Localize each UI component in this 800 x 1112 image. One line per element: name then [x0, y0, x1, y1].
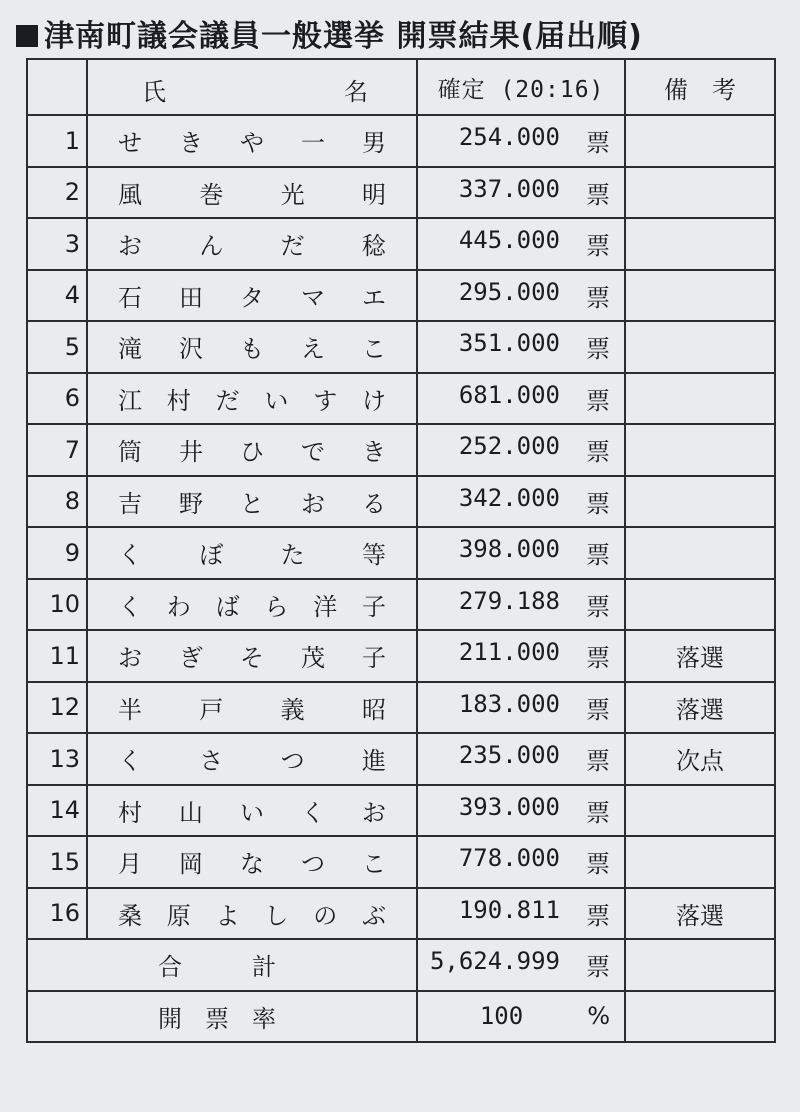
vote-unit: 票 [586, 644, 610, 673]
note-cell: 落選 [625, 630, 775, 682]
total-row [27, 939, 775, 991]
header-row [27, 59, 775, 115]
table-row [27, 321, 775, 373]
note-cell [625, 527, 775, 579]
candidate-name [88, 535, 416, 570]
candidate-name-char: 義 [280, 695, 305, 724]
rate-number: 100 [479, 1002, 524, 1031]
candidate-name-cell [87, 733, 417, 785]
vote-unit: 票 [586, 901, 610, 930]
vote-unit: 票 [586, 592, 610, 621]
header-name-cell [87, 59, 417, 115]
row-number: 14 [27, 785, 87, 837]
votes-value [418, 741, 624, 776]
row-number: 16 [27, 888, 87, 940]
candidate-name-char: お [301, 489, 325, 518]
vote-unit: 票 [586, 541, 610, 570]
note-cell [625, 167, 775, 219]
candidate-name-char: 江 [118, 386, 142, 415]
candidate-name-char: お [118, 232, 142, 261]
candidate-name-cell [87, 321, 417, 373]
row-number: 5 [27, 321, 87, 373]
candidate-name-cell [87, 682, 417, 734]
table-row [27, 579, 775, 631]
vote-count: 183.000 [458, 689, 560, 718]
candidate-name [88, 793, 416, 828]
rate-label-cell [27, 991, 417, 1043]
total-note-cell [625, 939, 775, 991]
candidate-name-char: た [280, 541, 305, 570]
candidate-name-cell [87, 476, 417, 528]
note-cell [625, 785, 775, 837]
candidate-name-char: 戸 [199, 695, 224, 724]
vote-count: 342.000 [458, 483, 560, 512]
page-title-text: 津南町議会議員一般選挙 開票結果(届出順) [44, 19, 643, 54]
table-row [27, 785, 775, 837]
candidate-name-char: お [362, 798, 386, 827]
page-title [16, 14, 643, 60]
rate-label-char: 票 [205, 1004, 229, 1033]
candidate-name-char: こ [362, 850, 386, 879]
votes-cell [417, 682, 625, 734]
candidate-name [88, 278, 416, 313]
candidate-name-char: き [362, 438, 386, 467]
candidate-name-char: ら [264, 592, 289, 621]
note-cell: 次点 [625, 733, 775, 785]
candidate-name-char: 茂 [301, 644, 325, 673]
candidate-name-char: 村 [166, 386, 191, 415]
rate-value-cell [417, 991, 625, 1043]
vote-unit: 票 [586, 386, 610, 415]
row-number: 12 [27, 682, 87, 734]
candidate-name-char: よ [215, 901, 240, 930]
vote-unit: 票 [586, 798, 610, 827]
candidate-name-char: ば [215, 592, 240, 621]
candidate-name-char: こ [362, 335, 386, 364]
candidate-name-char: す [313, 386, 338, 415]
candidate-name-char: き [179, 129, 203, 158]
vote-unit: 票 [586, 489, 610, 518]
candidate-name-cell [87, 424, 417, 476]
votes-cell [417, 579, 625, 631]
candidate-name-char: つ [301, 850, 325, 879]
votes-value [418, 175, 624, 210]
votes-value [418, 690, 624, 725]
rate-unit: % [587, 1002, 610, 1031]
candidate-name-char: 沢 [179, 335, 203, 364]
votes-cell [417, 115, 625, 167]
rate-label-char: 開 [158, 1004, 182, 1033]
row-number: 8 [27, 476, 87, 528]
candidate-name-char: 昭 [361, 695, 386, 724]
candidate-name [88, 123, 416, 158]
candidate-name [88, 432, 416, 467]
vote-count: 681.000 [458, 380, 560, 409]
votes-cell [417, 218, 625, 270]
candidate-name [88, 329, 416, 364]
row-number: 1 [27, 115, 87, 167]
votes-value [418, 278, 624, 313]
candidate-name-char: 石 [118, 283, 142, 312]
votes-value [418, 535, 624, 570]
vote-count: 398.000 [458, 535, 560, 564]
votes-value [418, 484, 624, 519]
note-cell [625, 836, 775, 888]
votes-cell [417, 167, 625, 219]
vote-count: 445.000 [458, 226, 560, 255]
candidate-name-char: 田 [179, 283, 203, 312]
votes-cell [417, 527, 625, 579]
table-row [27, 527, 775, 579]
candidate-name-char: だ [215, 386, 240, 415]
votes-cell [417, 476, 625, 528]
vote-count: 252.000 [458, 432, 560, 461]
candidate-name-char: 岡 [179, 850, 203, 879]
total-label [28, 947, 416, 982]
candidate-name-char: マ [301, 283, 325, 312]
candidate-name-char: く [118, 747, 142, 776]
candidate-name-char: わ [166, 592, 191, 621]
candidate-name-char: 一 [301, 129, 325, 158]
row-number: 3 [27, 218, 87, 270]
candidate-name-char: 子 [362, 644, 386, 673]
row-number: 10 [27, 579, 87, 631]
vote-count: 393.000 [458, 792, 560, 821]
candidate-name-char: や [240, 129, 264, 158]
candidate-name-char: 洋 [313, 592, 338, 621]
candidate-name [88, 638, 416, 673]
candidate-name-char: く [118, 592, 142, 621]
table-row [27, 888, 775, 940]
table-row [27, 373, 775, 425]
total-label-cell [27, 939, 417, 991]
candidate-name [88, 690, 416, 725]
candidate-name-cell [87, 373, 417, 425]
vote-unit: 票 [586, 695, 610, 724]
candidate-name-char: し [264, 901, 289, 930]
note-cell [625, 476, 775, 528]
row-number: 7 [27, 424, 87, 476]
note-cell [625, 424, 775, 476]
row-number: 15 [27, 836, 87, 888]
table-row [27, 682, 775, 734]
vote-count: 351.000 [458, 329, 560, 358]
votes-cell [417, 424, 625, 476]
candidate-name-char: ん [199, 232, 224, 261]
table-row [27, 218, 775, 270]
candidate-name-char: 吉 [118, 489, 142, 518]
candidate-name-char: ぎ [179, 644, 203, 673]
vote-unit: 票 [586, 129, 610, 158]
header-votes-cell: 確定 (20:16) [417, 59, 625, 115]
votes-cell [417, 836, 625, 888]
candidate-name-char: る [362, 489, 386, 518]
table-row [27, 167, 775, 219]
candidate-name-char: 桑 [118, 901, 142, 930]
header-name-left: 氏 [142, 78, 166, 106]
candidate-name-cell [87, 527, 417, 579]
header-no-cell [27, 59, 87, 115]
rate-label [28, 999, 416, 1034]
table-row [27, 424, 775, 476]
candidate-name-char: エ [362, 283, 386, 312]
votes-value [418, 432, 624, 467]
candidate-name-char: な [240, 850, 264, 879]
candidate-name-char: そ [240, 644, 264, 673]
votes-value [418, 329, 624, 364]
candidate-name-cell [87, 836, 417, 888]
candidate-name-char: も [240, 335, 264, 364]
candidate-name-cell [87, 270, 417, 322]
candidate-name-cell [87, 218, 417, 270]
votes-cell [417, 630, 625, 682]
note-cell [625, 270, 775, 322]
vote-count: 337.000 [458, 174, 560, 203]
candidate-name-char: つ [280, 747, 305, 776]
candidate-name-char: え [301, 335, 325, 364]
candidate-name-char: タ [240, 283, 264, 312]
votes-value [418, 123, 624, 158]
candidate-name [88, 844, 416, 879]
vote-count: 211.000 [458, 638, 560, 667]
table-row [27, 476, 775, 528]
candidate-name-cell [87, 167, 417, 219]
table-row [27, 270, 775, 322]
candidate-name-char: 男 [362, 129, 386, 158]
votes-value [418, 381, 624, 416]
candidate-name-char: い [264, 386, 289, 415]
note-cell [625, 115, 775, 167]
row-number: 2 [27, 167, 87, 219]
candidate-name-char: せ [118, 129, 142, 158]
note-cell: 落選 [625, 888, 775, 940]
rate-value [418, 1002, 624, 1030]
row-number: 6 [27, 373, 87, 425]
candidate-name-cell [87, 630, 417, 682]
candidate-name-char: 月 [118, 850, 142, 879]
candidate-name-char: く [301, 798, 325, 827]
candidate-name-char: 子 [361, 592, 386, 621]
candidate-name [88, 896, 416, 931]
candidate-name-char: ぼ [199, 541, 224, 570]
candidate-name-char: 明 [361, 180, 386, 209]
vote-unit: 票 [586, 850, 610, 879]
vote-count: 254.000 [458, 123, 560, 152]
vote-unit: 票 [586, 283, 610, 312]
votes-value [418, 638, 624, 673]
candidate-name-char: 山 [179, 798, 203, 827]
rate-note-cell [625, 991, 775, 1043]
candidate-name [88, 175, 416, 210]
votes-cell [417, 321, 625, 373]
votes-value [418, 587, 624, 622]
note-cell [625, 321, 775, 373]
header-name-right: 名 [344, 78, 368, 106]
vote-count: 279.188 [458, 586, 560, 615]
vote-unit: 票 [586, 232, 610, 261]
candidate-name-cell [87, 579, 417, 631]
candidate-name-char: だ [280, 232, 305, 261]
row-number: 13 [27, 733, 87, 785]
vote-count: 778.000 [458, 844, 560, 873]
candidate-name-char: く [118, 541, 142, 570]
candidate-name-cell [87, 115, 417, 167]
vote-count: 235.000 [458, 741, 560, 770]
vote-count: 295.000 [458, 277, 560, 306]
candidate-name-char: で [301, 438, 325, 467]
candidate-name-char: 滝 [118, 335, 142, 364]
results-table [26, 58, 776, 1043]
candidate-name-char: 井 [179, 438, 203, 467]
vote-unit: 票 [586, 438, 610, 467]
square-bullet-icon [16, 25, 38, 47]
candidate-name [88, 484, 416, 519]
vote-unit: 票 [586, 335, 610, 364]
rate-label-char: 率 [252, 1004, 276, 1033]
votes-value [418, 793, 624, 828]
votes-cell [417, 785, 625, 837]
note-cell [625, 218, 775, 270]
candidate-name-cell [87, 785, 417, 837]
table-row [27, 630, 775, 682]
candidate-name-char: 巻 [199, 180, 224, 209]
votes-cell [417, 373, 625, 425]
candidate-name-char: 稔 [361, 232, 386, 261]
rate-row [27, 991, 775, 1043]
total-label-char: 計 [252, 953, 276, 982]
candidate-name-char: ぶ [361, 901, 386, 930]
candidate-name [88, 587, 416, 622]
candidate-name-char: け [361, 386, 386, 415]
row-number: 4 [27, 270, 87, 322]
table-row [27, 115, 775, 167]
candidate-name-char: 筒 [118, 438, 142, 467]
vote-unit: 票 [586, 180, 610, 209]
total-votes-cell [417, 939, 625, 991]
candidate-name-char: 村 [118, 798, 142, 827]
note-cell: 落選 [625, 682, 775, 734]
candidate-name-char: 風 [118, 180, 142, 209]
candidate-name-char: い [240, 798, 264, 827]
note-cell [625, 373, 775, 425]
candidate-name-char: 半 [118, 695, 142, 724]
candidate-name-char: さ [199, 747, 224, 776]
total-vote-unit: 票 [586, 953, 610, 982]
candidate-name-char: と [240, 489, 264, 518]
votes-value [418, 226, 624, 261]
candidate-name [88, 381, 416, 416]
candidate-name-char: 原 [166, 901, 191, 930]
candidate-name-cell [87, 888, 417, 940]
total-vote-count: 5,624.999 [429, 947, 560, 976]
candidate-name-char: 進 [361, 747, 386, 776]
note-cell [625, 579, 775, 631]
row-number: 11 [27, 630, 87, 682]
table-row [27, 733, 775, 785]
candidate-name-char: 光 [280, 180, 305, 209]
table-row [27, 836, 775, 888]
row-number: 9 [27, 527, 87, 579]
candidate-name-char: お [118, 644, 142, 673]
total-label-char: 合 [158, 953, 182, 982]
vote-unit: 票 [586, 747, 610, 776]
votes-value [418, 844, 624, 879]
candidate-name-char: 野 [179, 489, 203, 518]
header-note-cell: 備 考 [625, 59, 775, 115]
candidate-name [88, 741, 416, 776]
candidate-name-char: の [313, 901, 338, 930]
total-votes [418, 947, 624, 982]
votes-value [418, 896, 624, 931]
votes-cell [417, 888, 625, 940]
vote-count: 190.811 [458, 895, 560, 924]
votes-cell [417, 270, 625, 322]
candidate-name-char: 等 [361, 541, 386, 570]
votes-cell [417, 733, 625, 785]
candidate-name-char: ひ [240, 438, 264, 467]
candidate-name [88, 226, 416, 261]
